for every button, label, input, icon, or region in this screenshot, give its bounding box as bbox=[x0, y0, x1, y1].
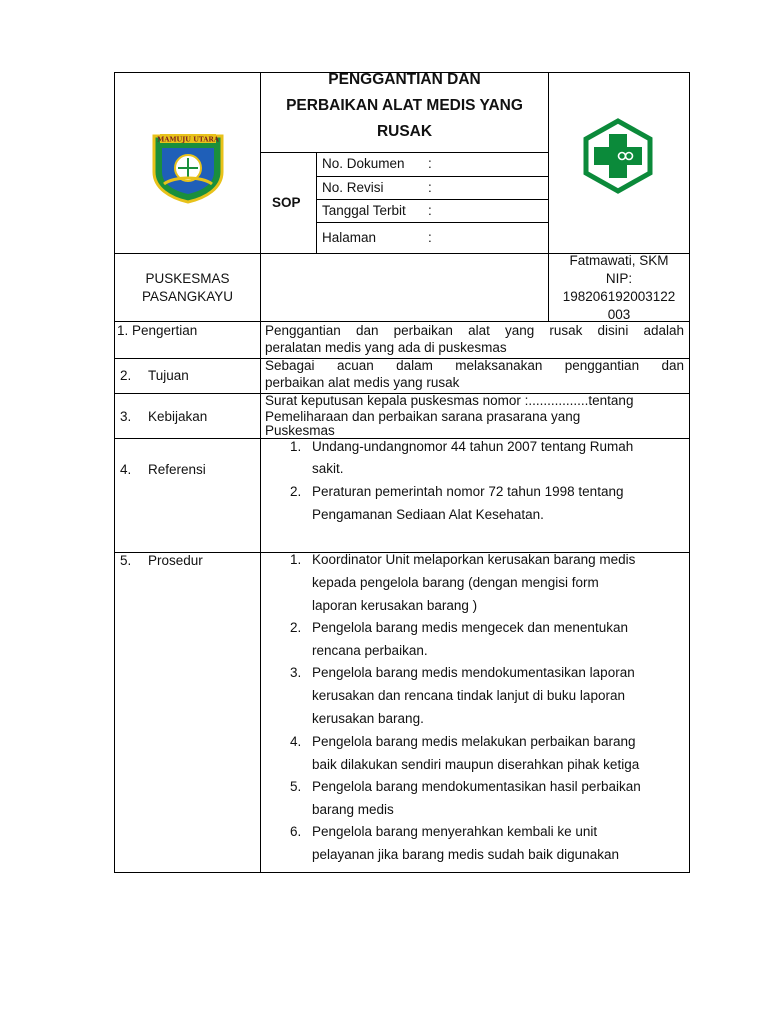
pengertian-line-2: peralatan medis yang ada di puskesmas bbox=[265, 340, 507, 355]
kebijakan-line-2: Pemeliharaan dan perbaikan sarana prasarana yang bbox=[265, 409, 581, 424]
org-name bbox=[115, 270, 260, 306]
prosedur-item-2-num: 2. bbox=[290, 620, 302, 635]
signer-block bbox=[549, 252, 689, 324]
field-tanggal-terbit-label: Tanggal Terbit bbox=[322, 203, 406, 218]
prosedur-item-1-line-3: laporan kerusakan barang ) bbox=[312, 598, 478, 613]
prosedur-item-1-num: 1. bbox=[290, 552, 302, 567]
kebijakan-line-3: Puskesmas bbox=[265, 423, 335, 438]
pengertian-label: 1. Pengertian bbox=[117, 323, 198, 338]
document-title bbox=[261, 67, 548, 145]
kebijakan-label: Kebijakan bbox=[148, 409, 208, 424]
tujuan-line-1: Sebagai acuan dalam melaksanakan penggantian dan bbox=[265, 358, 684, 373]
referensi-num: 4. bbox=[120, 462, 132, 477]
title-line-2: PERBAIKAN ALAT MEDIS YANG bbox=[286, 97, 523, 114]
prosedur-item-5-line-1: Pengelola barang mendokumentasikan hasil perbaikan bbox=[312, 779, 641, 794]
title-line-3: RUSAK bbox=[376, 123, 433, 140]
field-no-revisi-sep: : bbox=[428, 180, 432, 195]
regency-logo bbox=[150, 128, 226, 204]
prosedur-item-4-line-2: baik dilakukan sendiri maupun diserahkan pihak ketiga bbox=[312, 757, 640, 772]
prosedur-item-6-num: 6. bbox=[290, 824, 302, 839]
referensi-item-2-line-2: Pengamanan Sediaan Alat Kesehatan. bbox=[312, 507, 544, 522]
referensi-item-1-line-1: Undang-undangnomor 44 tahun 2007 tentang Rumah bbox=[312, 439, 634, 454]
prosedur-item-5-line-2: barang medis bbox=[312, 802, 394, 817]
kebijakan-num: 3. bbox=[120, 409, 132, 424]
field-no-dokumen-sep: : bbox=[428, 156, 432, 171]
prosedur-item-4-num: 4. bbox=[290, 734, 302, 749]
referensi-item-2-line-1: Peraturan pemerintah nomor 72 tahun 1998 tentang bbox=[312, 484, 624, 499]
tujuan-line-2: perbaikan alat medis yang rusak bbox=[265, 375, 460, 390]
signer-name: Fatmawati, SKM bbox=[569, 253, 669, 268]
referensi-item-2-num: 2. bbox=[290, 484, 302, 499]
tujuan-label: Tujuan bbox=[148, 368, 189, 383]
prosedur-item-6-line-2: pelayanan jika barang medis sudah baik digunakan bbox=[312, 847, 619, 862]
prosedur-item-1-line-2: kepada pengelola barang (dengan mengisi form bbox=[312, 575, 599, 590]
puskesmas-logo bbox=[580, 118, 656, 194]
signer-nip-2: 003 bbox=[607, 307, 631, 322]
prosedur-num: 5. bbox=[120, 553, 132, 568]
field-halaman-sep: : bbox=[428, 230, 432, 245]
sop-label: SOP bbox=[272, 195, 301, 210]
prosedur-item-4-line-1: Pengelola barang medis melakukan perbaikan barang bbox=[312, 734, 636, 749]
prosedur-item-6-line-1: Pengelola barang menyerahkan kembali ke unit bbox=[312, 824, 598, 839]
referensi-label: Referensi bbox=[148, 462, 206, 477]
referensi-item-1-line-2: sakit. bbox=[312, 461, 344, 476]
logo-text-mamuju-utara: MAMUJU UTARA bbox=[157, 135, 219, 144]
prosedur-item-3-line-3: kerusakan barang. bbox=[312, 711, 424, 726]
regency-shield-icon bbox=[150, 128, 226, 204]
prosedur-item-3-line-2: kerusakan dan rencana tindak lanjut di buku laporan bbox=[312, 688, 625, 703]
pengertian-line-1: Penggantian dan perbaikan alat yang rusak disini adalah bbox=[265, 323, 684, 338]
kebijakan-line-1: Surat keputusan kepala puskesmas nomor :................tentang bbox=[265, 393, 634, 408]
prosedur-item-2-line-1: Pengelola barang medis mengecek dan menentukan bbox=[312, 620, 628, 635]
field-no-dokumen-label: No. Dokumen bbox=[322, 156, 405, 171]
title-line-1: PENGGANTIAN DAN bbox=[328, 71, 481, 88]
referensi-item-1-num: 1. bbox=[290, 439, 302, 454]
prosedur-item-1-line-1: Koordinator Unit melaporkan kerusakan barang medis bbox=[312, 552, 636, 567]
signer-nip-label: NIP: bbox=[605, 271, 633, 286]
field-halaman-label: Halaman bbox=[322, 230, 377, 245]
prosedur-item-3-num: 3. bbox=[290, 665, 302, 680]
prosedur-item-3-line-1: Pengelola barang medis mendokumentasikan laporan bbox=[312, 665, 635, 680]
tujuan-num: 2. bbox=[120, 368, 132, 383]
prosedur-item-5-num: 5. bbox=[290, 779, 302, 794]
signer-nip-1: 198206192003122 bbox=[562, 289, 676, 304]
org-line-1: PUSKESMAS bbox=[145, 271, 230, 286]
field-no-revisi-label: No. Revisi bbox=[322, 180, 384, 195]
org-line-2: PASANGKAYU bbox=[141, 289, 234, 304]
puskesmas-cross-icon bbox=[580, 118, 656, 194]
prosedur-label: Prosedur bbox=[148, 553, 203, 568]
prosedur-item-2-line-2: rencana perbaikan. bbox=[312, 643, 428, 658]
field-tanggal-terbit-sep: : bbox=[428, 203, 432, 218]
